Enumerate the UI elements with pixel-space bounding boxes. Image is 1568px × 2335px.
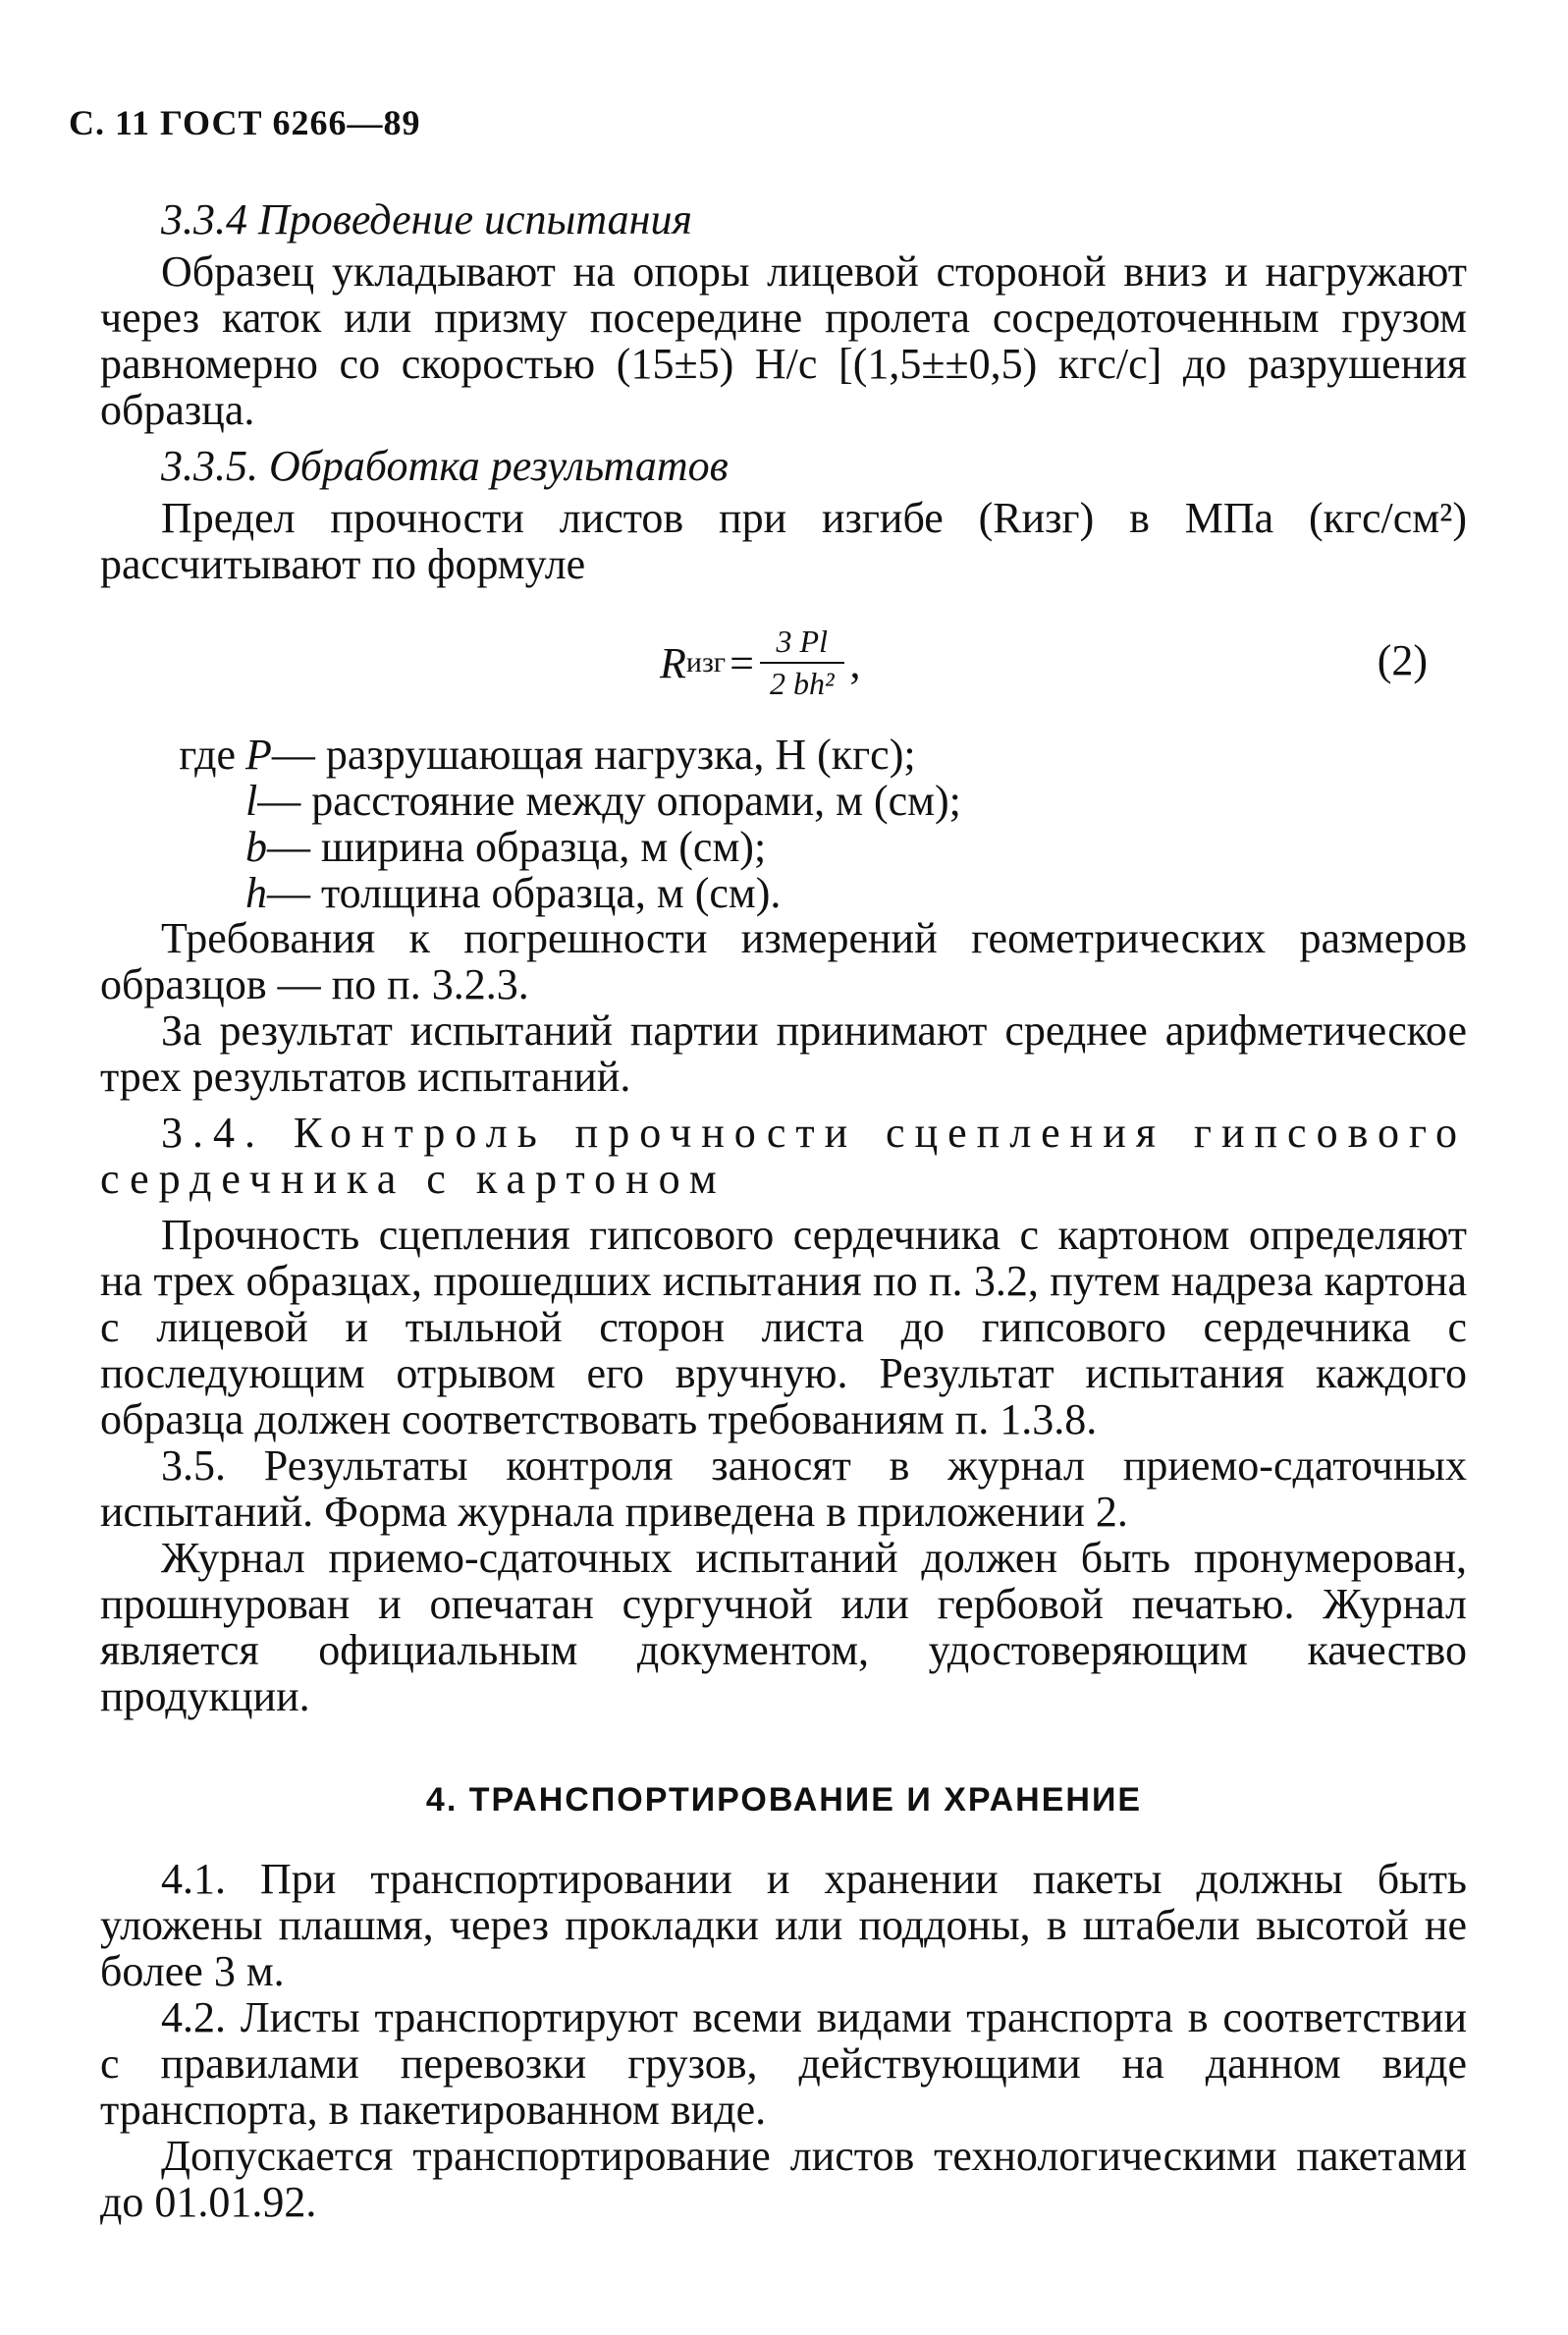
legend-lead: [128, 778, 245, 824]
chapter-title-4: 4. ТРАНСПОРТИРОВАНИЕ И ХРАНЕНИЕ: [425, 1781, 1143, 1819]
paragraph-3-5: 3.5. Результаты контроля заносят в журнал приемо-сдаточных испытаний. Форма журнала приведена в приложении 2.: [100, 1441, 1467, 1536]
formula-trailing-comma: ,: [849, 638, 861, 687]
section-3-3-4: [100, 196, 1467, 587]
page-header: С. 11 ГОСТ 6266—89: [69, 103, 421, 142]
section-title-3-3-5: 3.3.5. Обработка результатов: [161, 442, 729, 490]
chapter-4-body: [100, 1856, 1467, 2225]
legend-row: [128, 824, 1463, 870]
formula-equals: =: [730, 638, 754, 687]
paragraph-4-2-allowed: Допускается транспортирование листов технологическими пакетами до 01.01.92.: [100, 2132, 1467, 2226]
legend-row: [128, 732, 1463, 778]
paragraph-3-3-5: Предел прочности листов при изгибе (Rизг) в МПа (кгс/см²) рассчитывают по формуле: [100, 494, 1467, 588]
paragraph-4-2: 4.2. Листы транспортируют всеми видами транспорта в соответствии с правилами перевозки грузов, действующими на данном виде транспорта, в пакетированном виде.: [100, 1993, 1467, 2134]
paragraph-3-4: Прочность сцепления гипсового сердечника с картоном определяют на трех образцах, прошедших испытания по п. 3.2, путем надреза картона с лицевой и тыльной сторон листа до гипсового сердечника с последующим отрывом его вручную. Результат испытания каждого образца должен соответствовать требованиям п. 1.3.8.: [100, 1211, 1467, 1443]
formula-lhs: R: [660, 638, 686, 687]
legend-symbol: P: [245, 731, 272, 779]
formula-numerator: 3 Pl: [776, 624, 828, 659]
legend-lead: [128, 824, 245, 870]
paragraph-average: За результат испытаний партии принимают среднее арифметическое трех результатов испытаний.: [100, 1006, 1467, 1101]
section-title-3-4: 3.4. Контроль прочности сцепления гипсового сердечника с картоном: [100, 1109, 1467, 1203]
legend-lead: [128, 870, 245, 916]
legend-symbol: l: [245, 777, 258, 825]
formula-fraction: [760, 624, 844, 702]
legend-symbol: h: [245, 869, 267, 917]
legend-text: — расстояние между опорами, м (см);: [257, 777, 961, 825]
section-3-4-3-5: [100, 915, 1467, 1719]
formula-number: (2): [1377, 636, 1428, 684]
legend-text: — толщина образца, м (см).: [267, 869, 782, 917]
legend-row: [128, 870, 1463, 916]
formula-lhs-subscript: изг: [685, 646, 727, 679]
section-title-3-3-4: 3.3.4 Проведение испытания: [161, 195, 692, 244]
paragraph-journal: Журнал приемо-сдаточных испытаний должен быть пронумерован, прошнурован и опечатан сургучной или гербовой печатью. Журнал является официальным документом, удостоверяющим качество продукции.: [100, 1534, 1467, 1720]
formula-expression: [660, 614, 861, 712]
formula-legend: [128, 732, 1463, 916]
legend-lead: где: [179, 731, 236, 779]
legend-text: — ширина образца, м (см);: [267, 823, 767, 871]
formula-denominator: 2 bh²: [769, 666, 835, 701]
legend-symbol: b: [245, 823, 267, 871]
formula-2: [100, 614, 1467, 712]
paragraph-4-1: 4.1. При транспортировании и хранении пакеты должны быть уложены плашмя, через прокладки или поддоны, в штабели высотой не более 3 м.: [100, 1855, 1467, 1995]
legend-row: [128, 778, 1463, 824]
paragraph-requirements: Требования к погрешности измерений геометрических размеров образцов — по п. 3.2.3.: [100, 914, 1467, 1008]
paragraph-3-3-4: Образец укладывают на опоры лицевой стороной вниз и нагружают через каток или призму посередине пролета сосредоточенным грузом равномерно со скоростью (15±5) Н/с [(1,5±±0,5) кгс/с] до разрушения образца.: [100, 247, 1467, 434]
legend-text: — разрушающая нагрузка, Н (кгс);: [271, 731, 916, 779]
